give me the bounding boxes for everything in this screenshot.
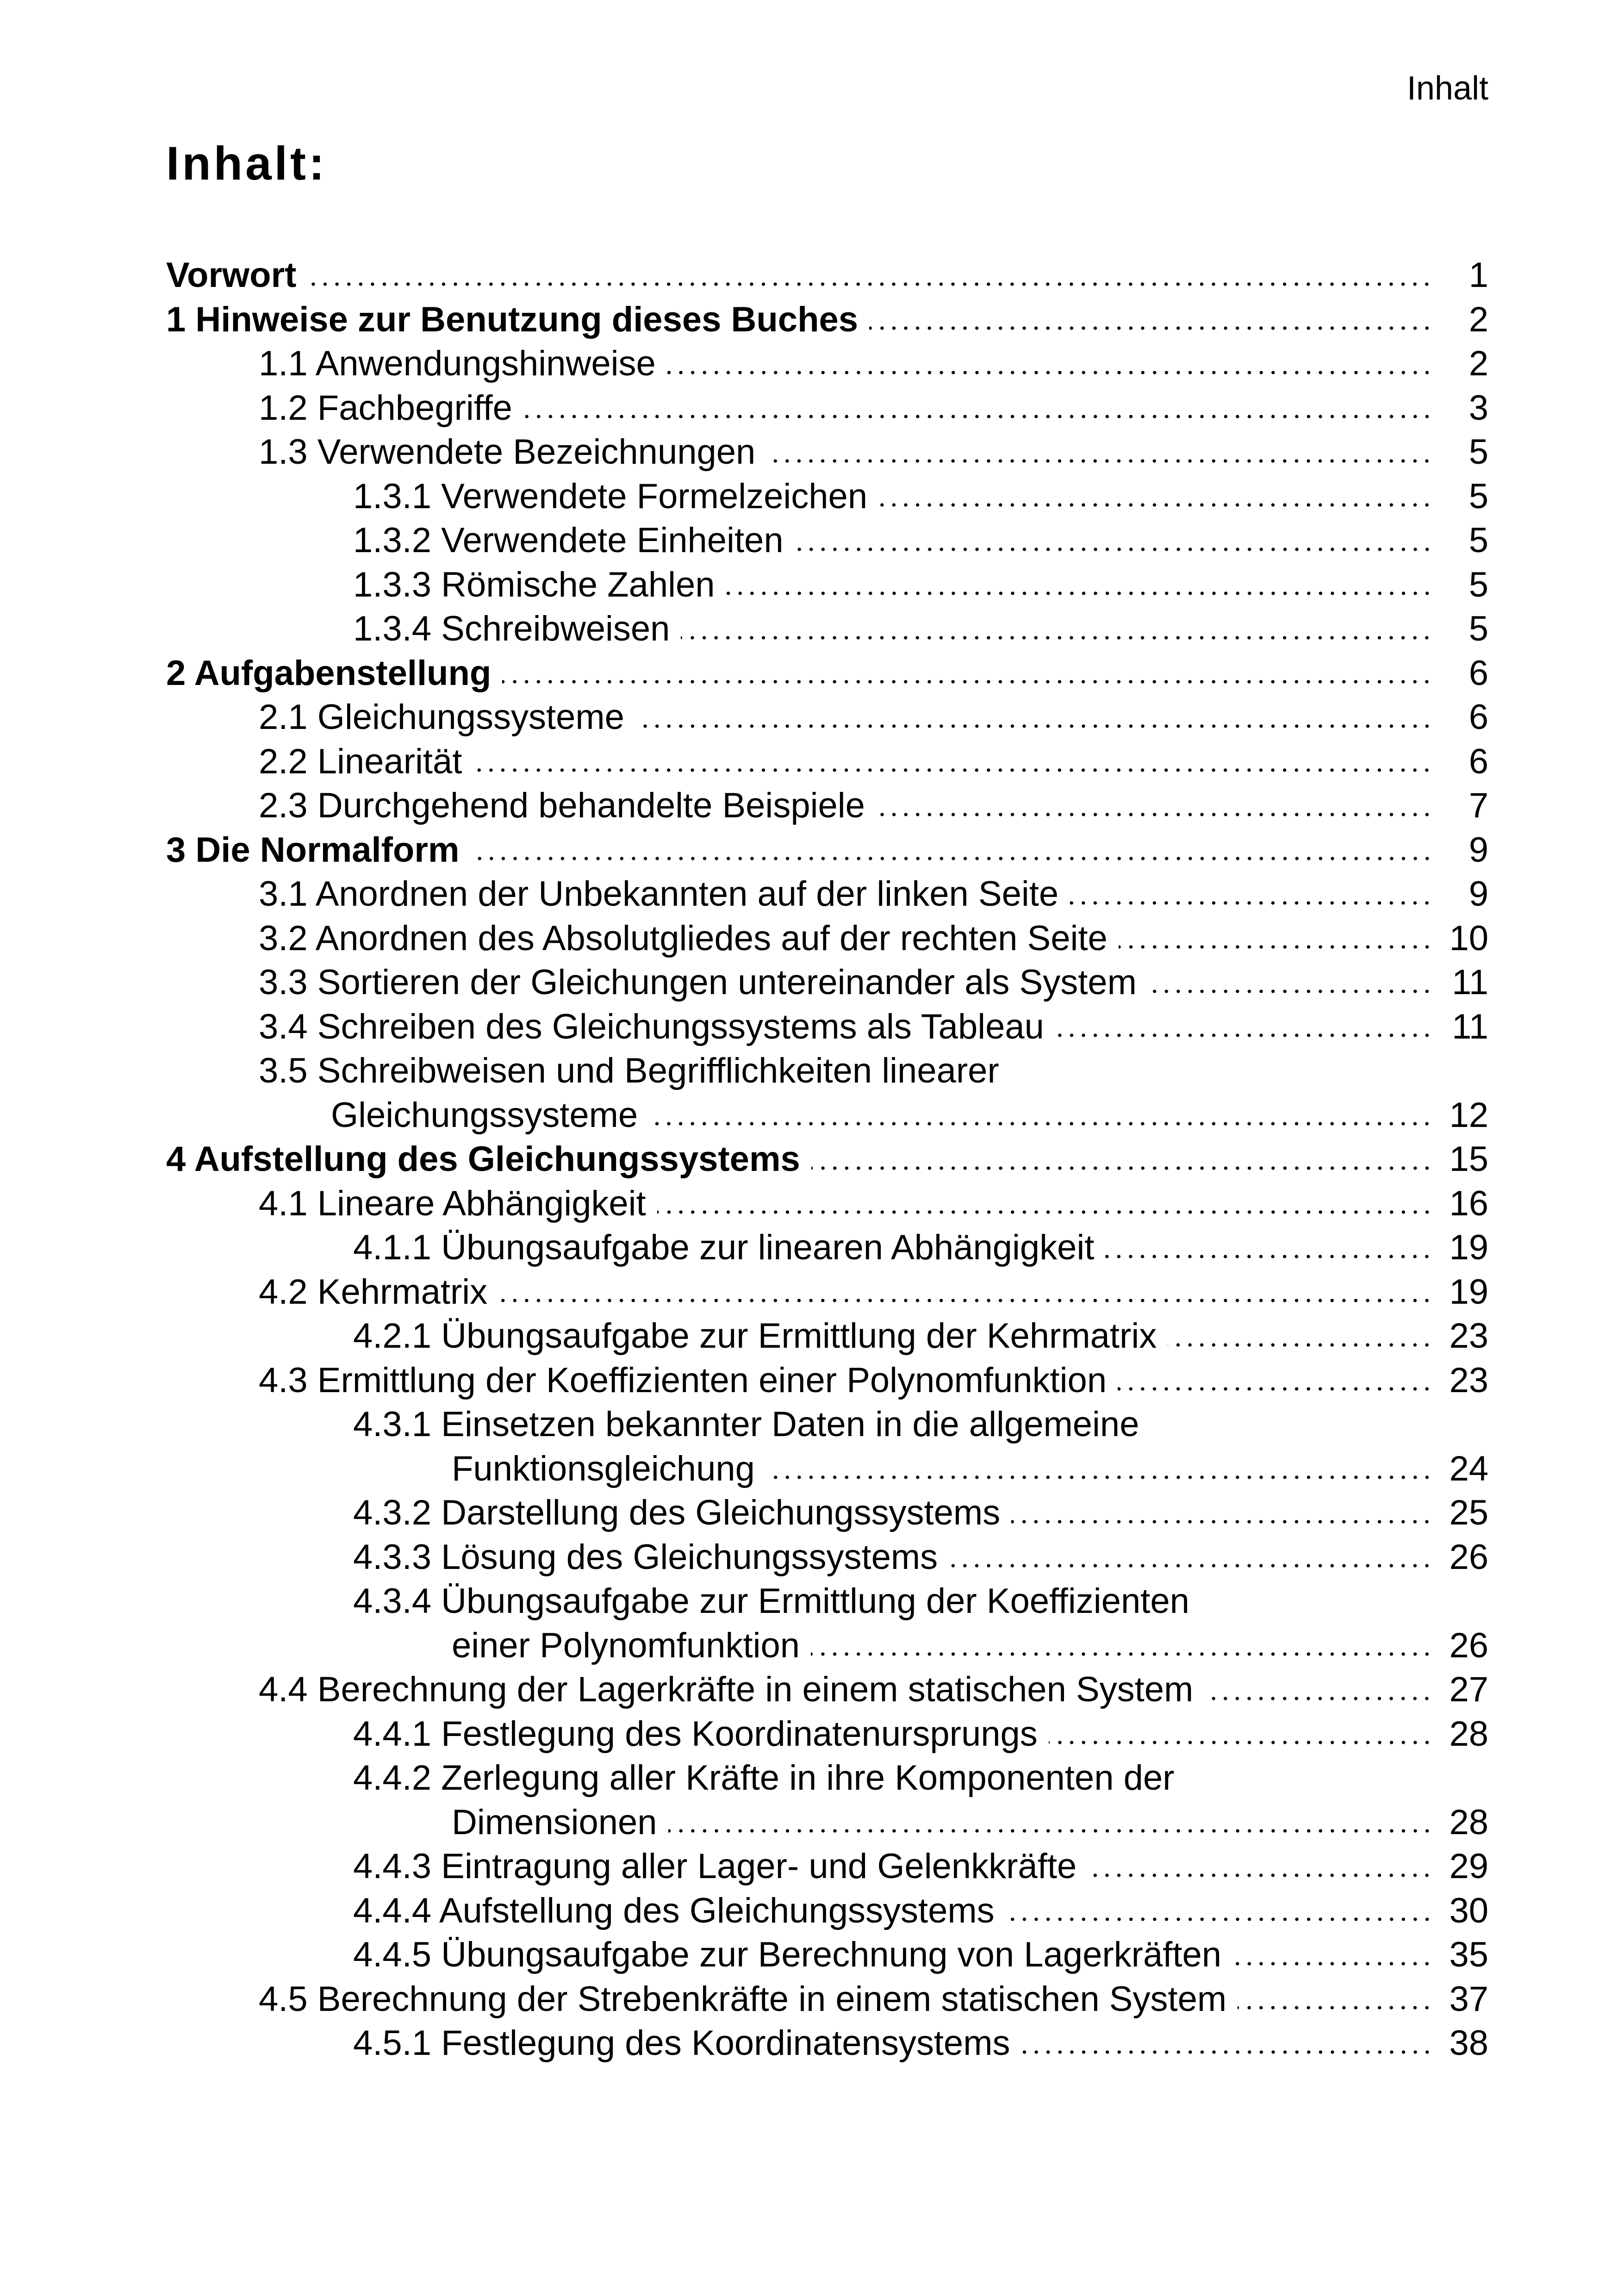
toc-page-number: 38 <box>1449 2023 1488 2063</box>
toc-entry-continuation[interactable] <box>166 1447 1488 1491</box>
dot-leader <box>1055 1031 1433 1040</box>
dot-leader <box>307 280 1433 289</box>
toc-page-number: 23 <box>1449 1360 1488 1400</box>
dot-leader <box>502 677 1433 686</box>
dot-leader <box>681 633 1433 642</box>
toc-entry[interactable] <box>166 916 1488 961</box>
toc-page-number: 28 <box>1449 1714 1488 1754</box>
dot-leader <box>726 589 1433 598</box>
toc-entry[interactable] <box>166 1049 1488 1093</box>
toc-page-number: 7 <box>1469 786 1488 825</box>
toc-entry-title-continuation: Funktionsgleichung <box>452 1449 755 1488</box>
toc-page-number: 37 <box>1449 1979 1488 2019</box>
toc-entry-title: 3 Die Normalform <box>166 830 460 870</box>
dot-leader <box>473 765 1433 775</box>
toc-entry-title: 4.4.1 Festlegung des Koordinatenursprungs <box>353 1714 1038 1754</box>
toc-entry[interactable] <box>166 784 1488 828</box>
toc-entry-title-continuation: einer Polynomfunktion <box>452 1625 800 1665</box>
toc-page-number: 11 <box>1452 1007 1488 1046</box>
dot-leader <box>1168 1340 1433 1350</box>
toc-page-number: 26 <box>1449 1625 1488 1665</box>
toc-page-number: 6 <box>1469 741 1488 781</box>
toc-page-number: 35 <box>1449 1935 1488 1974</box>
toc-page-number: 29 <box>1449 1847 1488 1886</box>
toc-entry-title: 3.1 Anordnen der Unbekannten auf der linken Seite <box>259 874 1059 914</box>
toc-page-number: 9 <box>1469 830 1488 870</box>
toc-page-number: 26 <box>1449 1537 1488 1577</box>
dot-leader <box>668 1826 1433 1836</box>
dot-leader <box>1021 2047 1433 2057</box>
toc-entry-title: 4.2.1 Übungsaufgabe zur Ermittlung der Kehrmatrix <box>353 1316 1157 1356</box>
dot-leader <box>667 368 1433 377</box>
toc-page-number: 1 <box>1469 255 1488 295</box>
toc-entry-title: 4.4.5 Übungsaufgabe zur Berechnung von Lagerkräften <box>353 1935 1221 1974</box>
toc-page-number: 28 <box>1449 1802 1488 1842</box>
dot-leader <box>635 722 1433 731</box>
toc-page-number: 5 <box>1469 432 1488 472</box>
dot-leader <box>1148 987 1433 996</box>
toc-entry[interactable] <box>166 563 1488 607</box>
table-of-contents <box>166 253 1488 2066</box>
toc-entry[interactable] <box>166 1270 1488 1314</box>
toc-page-number: 15 <box>1449 1139 1488 1179</box>
toc-entry-title: 4 Aufstellung des Gleichungssystems <box>166 1139 800 1179</box>
dot-leader <box>1238 2003 1433 2012</box>
toc-entry-title: 4.5.1 Festlegung des Koordinatensystems <box>353 2023 1010 2063</box>
toc-entry[interactable] <box>166 1535 1488 1580</box>
toc-page-number: 5 <box>1469 565 1488 604</box>
dot-leader <box>811 1649 1433 1659</box>
toc-page-number: 12 <box>1449 1095 1488 1135</box>
toc-entry-continuation[interactable] <box>166 1624 1488 1668</box>
dot-leader <box>523 412 1433 421</box>
dot-leader <box>1232 1959 1433 1968</box>
toc-entry[interactable] <box>166 1712 1488 1756</box>
toc-entry-title: 4.1 Lineare Abhängigkeit <box>259 1183 646 1223</box>
toc-entry-title: Vorwort <box>166 255 297 295</box>
toc-entry[interactable] <box>166 1933 1488 1977</box>
toc-page-number: 27 <box>1449 1670 1488 1709</box>
toc-entry[interactable] <box>166 1182 1488 1226</box>
dot-leader <box>766 1473 1433 1482</box>
dot-leader <box>1049 1738 1433 1747</box>
dot-leader <box>1204 1694 1433 1703</box>
dot-leader <box>869 324 1433 333</box>
dot-leader <box>657 1207 1433 1217</box>
toc-entry-continuation[interactable] <box>166 1800 1488 1845</box>
dot-leader <box>766 456 1433 466</box>
toc-entry[interactable] <box>166 1358 1488 1403</box>
toc-entry-title: 4.3 Ermittlung der Koeffizienten einer Polynomfunktion <box>259 1360 1107 1400</box>
toc-entry-title-continuation: Gleichungssysteme <box>331 1095 638 1135</box>
toc-entry[interactable] <box>166 386 1488 430</box>
toc-page-number: 19 <box>1449 1272 1488 1312</box>
dot-leader <box>811 1164 1433 1173</box>
toc-entry[interactable] <box>166 1579 1488 1624</box>
dot-leader <box>1006 1915 1433 1924</box>
toc-page-number: 2 <box>1469 299 1488 339</box>
toc-entry-title: 1.3.1 Verwendete Formelzeichen <box>353 476 868 516</box>
toc-entry[interactable] <box>166 1491 1488 1535</box>
toc-entry[interactable] <box>166 474 1488 519</box>
toc-page-number: 9 <box>1469 874 1488 914</box>
toc-entry[interactable] <box>166 253 1488 298</box>
toc-entry[interactable] <box>166 607 1488 651</box>
toc-page-number: 11 <box>1452 963 1488 1002</box>
dot-leader <box>1011 1517 1433 1526</box>
dot-leader <box>1105 1252 1433 1261</box>
toc-entry[interactable] <box>166 518 1488 563</box>
toc-entry-title: 1.2 Fachbegriffe <box>259 388 512 428</box>
toc-entry-title: 3.5 Schreibweisen und Begrifflichkeiten linearer <box>259 1051 999 1090</box>
toc-entry-title: 4.4.2 Zerlegung aller Kräfte in ihre Komponenten der <box>353 1758 1175 1798</box>
toc-page-number: 5 <box>1469 521 1488 560</box>
toc-entry-title: 2.1 Gleichungssysteme <box>259 697 624 737</box>
toc-page-number: 16 <box>1449 1183 1488 1223</box>
toc-page-number: 19 <box>1449 1228 1488 1267</box>
toc-entry[interactable] <box>166 872 1488 916</box>
toc-entry[interactable] <box>166 1314 1488 1358</box>
toc-entry[interactable] <box>166 1756 1488 1800</box>
toc-entry-continuation[interactable] <box>166 1093 1488 1138</box>
toc-entry-title: 1 Hinweise zur Benutzung dieses Buches <box>166 299 859 339</box>
dot-leader <box>795 545 1433 554</box>
toc-entry-title: 3.2 Anordnen des Absolutgliedes auf der rechten Seite <box>259 918 1108 958</box>
toc-entry-title: 1.3.4 Schreibweisen <box>353 609 670 648</box>
toc-page-number: 5 <box>1469 609 1488 648</box>
toc-entry[interactable] <box>166 828 1488 872</box>
toc-entry-title-continuation: Dimensionen <box>452 1802 657 1842</box>
running-header: Inhalt <box>1406 70 1488 107</box>
toc-entry-title: 4.3.2 Darstellung des Gleichungssystems <box>353 1493 1001 1532</box>
toc-entry[interactable] <box>166 298 1488 342</box>
toc-entry-title: 4.4 Berechnung der Lagerkräfte in einem statischen System <box>259 1670 1194 1709</box>
toc-entry-title: 4.1.1 Übungsaufgabe zur linearen Abhängigkeit <box>353 1228 1095 1267</box>
toc-page-number: 2 <box>1469 344 1488 383</box>
toc-page-number: 6 <box>1469 697 1488 737</box>
toc-entry[interactable] <box>166 430 1488 474</box>
dot-leader <box>649 1119 1433 1128</box>
toc-entry[interactable] <box>166 651 1488 696</box>
toc-entry-title: 4.3.4 Übungsaufgabe zur Ermittlung der Koeffizienten <box>353 1581 1189 1621</box>
toc-entry-title: 4.5 Berechnung der Strebenkräfte in einem statischen System <box>259 1979 1227 2019</box>
toc-entry-title: 4.3.1 Einsetzen bekannter Daten in die allgemeine <box>353 1405 1139 1444</box>
page-title: Inhalt: <box>166 137 327 190</box>
toc-entry-title: 1.3.3 Römische Zahlen <box>353 565 715 604</box>
toc-entry[interactable] <box>166 342 1488 386</box>
toc-entry-title: 1.3.2 Verwendete Einheiten <box>353 521 784 560</box>
toc-entry-title: 4.2 Kehrmatrix <box>259 1272 488 1312</box>
toc-entry-title: 1.1 Anwendungshinweise <box>259 344 656 383</box>
toc-entry[interactable] <box>166 1977 1488 2022</box>
toc-entry-title: 3.4 Schreiben des Gleichungssystems als Tableau <box>259 1007 1044 1046</box>
toc-entry-title: 3.3 Sortieren der Gleichungen untereinander als System <box>259 963 1137 1002</box>
toc-page-number: 3 <box>1469 388 1488 428</box>
toc-entry[interactable] <box>166 2021 1488 2066</box>
toc-entry-title: 2.2 Linearität <box>259 741 462 781</box>
toc-entry-title: 4.4.3 Eintragung aller Lager- und Gelenkkräfte <box>353 1847 1077 1886</box>
dot-leader <box>1088 1871 1433 1880</box>
toc-entry[interactable] <box>166 1402 1488 1447</box>
dot-leader <box>1119 942 1433 952</box>
toc-entry[interactable] <box>166 1844 1488 1889</box>
toc-entry[interactable] <box>166 1889 1488 1933</box>
toc-entry[interactable] <box>166 740 1488 784</box>
dot-leader <box>878 500 1433 510</box>
toc-entry-title: 4.4.4 Aufstellung des Gleichungssystems <box>353 1891 995 1930</box>
dot-leader <box>1118 1384 1433 1394</box>
toc-entry[interactable] <box>166 1668 1488 1712</box>
toc-entry-title: 2.3 Durchgehend behandelte Beispiele <box>259 786 865 825</box>
toc-page-number: 24 <box>1449 1449 1488 1488</box>
toc-entry[interactable] <box>166 695 1488 740</box>
dot-leader <box>949 1561 1433 1570</box>
toc-entry[interactable] <box>166 1226 1488 1270</box>
toc-page-number: 30 <box>1449 1891 1488 1930</box>
toc-page-number: 6 <box>1469 653 1488 693</box>
toc-page-number: 25 <box>1449 1493 1488 1532</box>
toc-entry-title: 1.3 Verwendete Bezeichnungen <box>259 432 756 472</box>
toc-entry[interactable] <box>166 1137 1488 1182</box>
toc-entry[interactable] <box>166 1005 1488 1049</box>
dot-leader <box>1070 898 1433 908</box>
toc-entry-title: 4.3.3 Lösung des Gleichungssystems <box>353 1537 938 1577</box>
dot-leader <box>498 1296 1433 1305</box>
dot-leader <box>471 854 1433 863</box>
toc-page-number: 10 <box>1449 918 1488 958</box>
dot-leader <box>876 810 1433 819</box>
toc-entry[interactable] <box>166 960 1488 1005</box>
toc-page-number: 5 <box>1469 476 1488 516</box>
toc-page-number: 23 <box>1449 1316 1488 1356</box>
toc-entry-title: 2 Aufgabenstellung <box>166 653 492 693</box>
